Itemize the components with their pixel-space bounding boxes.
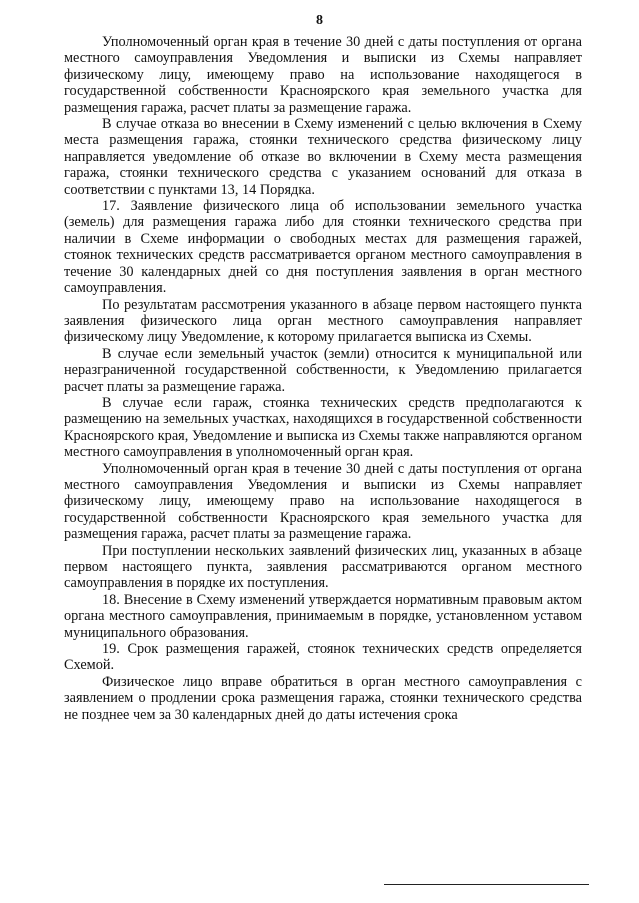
document-body [64, 34, 582, 723]
footer-rule [384, 884, 589, 885]
paragraph: Уполномоченный орган края в течение 30 дней с даты поступления от органа местного самоуправления Уведомления и выписки из Схемы направляет физическому лицу, имеющему право на использование находящегося в государственной собственности Красноярского края земельного участка для размещения гаража, расчет платы за размещение гаража. [64, 460, 582, 543]
paragraph: По результатам рассмотрения указанного в абзаце первом настоящего пункта заявления физического лица орган местного самоуправления направляет физическому лицу Уведомление, к которому прилагается выписка из Схемы. [64, 296, 582, 346]
paragraph: 19. Срок размещения гаражей, стоянок технических средств определяется Схемой. [64, 641, 582, 674]
paragraph: Физическое лицо вправе обратиться в орган местного самоуправления с заявлением о продлении срока размещения гаража, стоянки технического средства не позднее чем за 30 календарных дней до даты истечения срока [64, 673, 582, 723]
paragraph: Уполномоченный орган края в течение 30 дней с даты поступления от органа местного самоуправления Уведомления и выписки из Схемы направляет физическому лицу, имеющему право на использование находящегося в государственной собственности Красноярского края земельного участка для размещения гаража, расчет платы за размещение гаража. [64, 34, 582, 116]
paragraph: При поступлении нескольких заявлений физических лиц, указанных в абзаце первом настоящего пункта, заявления рассматриваются органом местного самоуправления в порядке их поступления. [64, 542, 582, 592]
paragraph: В случае если гараж, стоянка технических средств предполагаются к размещению на земельных участках, находящихся в государственной собственности Красноярского края, Уведомление и выписка из Схемы также направляются органом местного самоуправления в уполномоченный орган края. [64, 394, 582, 461]
paragraph: В случае отказа во внесении в Схему изменений с целью включения в Схему места размещения гаража, стоянки технического средства физическому лицу направляется уведомление об отказе во включении в Схему места размещения гаража, стоянки технического средства с указанием оснований для отказа в соответствии с пунктами 13, 14 Порядка. [64, 116, 582, 198]
paragraph: 18. Внесение в Схему изменений утверждается нормативным правовым актом органа местного самоуправления, принимаемым в порядке, установленном уставом муниципального образования. [64, 591, 582, 641]
page-number: 8 [316, 13, 323, 28]
paragraph: В случае если земельный участок (земли) относится к муниципальной или неразграниченной государственной собственности, к Уведомлению прилагается расчет платы за размещение гаража. [64, 345, 582, 395]
paragraph: 17. Заявление физического лица об использовании земельного участка (земель) для размещения гаража либо для стоянки технического средства при наличии в Схеме информации о свободных местах для размещения гаражей, стоянок технических средств рассматривается органом местного самоуправления в течение 30 календарных дней со дня поступления заявления в орган местного самоуправления. [64, 198, 582, 297]
